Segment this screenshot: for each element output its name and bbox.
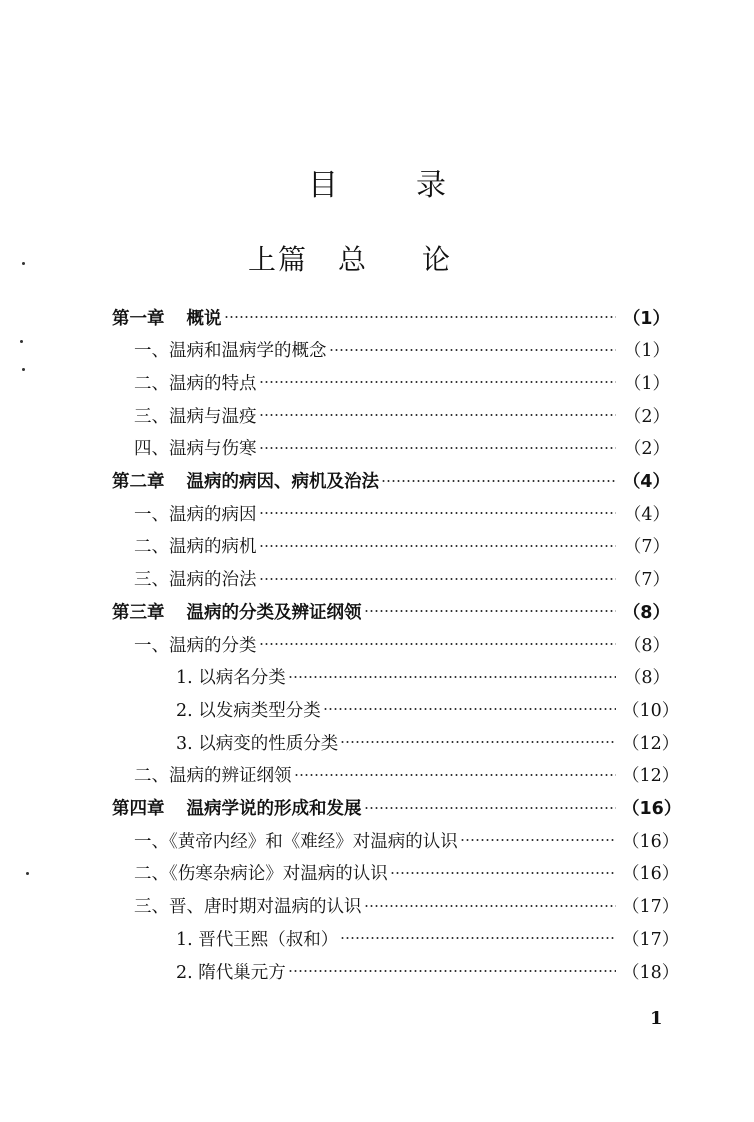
toc-chapter-row [112, 466, 670, 496]
toc-page-ref: （4） [623, 504, 670, 525]
dot-leader [390, 872, 616, 874]
toc-subsection-row [176, 727, 680, 757]
toc-entry-title [134, 337, 327, 362]
toc-page-ref: （18） [622, 962, 680, 983]
entry-text: 一、温病和温病学的概念 [134, 341, 327, 362]
dot-leader [364, 905, 617, 907]
toc-entry-title [134, 762, 292, 787]
dot-leader [288, 970, 616, 972]
toc-entry-title [112, 795, 362, 820]
dot-leader [259, 447, 617, 449]
toc-page-ref: （12） [622, 766, 680, 787]
part-label: 上篇 [247, 243, 308, 276]
entry-text: 1. 晋代王熙（叔和） [176, 929, 339, 950]
toc-entry-title [134, 533, 257, 558]
toc-entry-title [112, 599, 362, 624]
dot-leader [259, 381, 617, 383]
scan-speck [20, 340, 23, 343]
dot-leader [224, 316, 617, 318]
scan-speck [26, 872, 29, 875]
part-heading [0, 238, 754, 278]
scan-speck [22, 368, 25, 371]
entry-text: 三、温病与温疫 [134, 406, 257, 427]
chapter-number: 第四章 [112, 799, 165, 819]
toc-section-row [134, 498, 670, 528]
toc-entry-title [134, 566, 257, 591]
toc-section-row [134, 760, 680, 790]
toc-page-ref: （16） [622, 831, 680, 852]
dot-leader [340, 741, 616, 743]
dot-leader [364, 610, 617, 612]
dot-leader [460, 839, 616, 841]
toc-entry-title [176, 730, 338, 755]
scan-speck [22, 262, 25, 265]
dot-leader [381, 480, 616, 482]
entry-text: 二、温病的辨证纲领 [134, 766, 292, 787]
entry-text: 一、温病的病因 [134, 504, 257, 525]
entry-text: 三、温病的治法 [134, 570, 257, 591]
toc-section-row [134, 367, 670, 397]
part-name: 总论 [338, 243, 507, 276]
dot-leader [294, 774, 617, 776]
toc-page-ref: （2） [623, 439, 670, 460]
dot-leader [259, 512, 617, 514]
entry-text: 二、温病的病机 [134, 537, 257, 558]
toc-entry-title [134, 501, 257, 526]
entry-text: 温病的病因、病机及治法 [186, 472, 379, 492]
toc-entry-title [134, 632, 257, 657]
toc-entry-title [176, 664, 286, 689]
entry-text: 概说 [186, 308, 222, 329]
toc-entry-title [134, 435, 257, 460]
toc-chapter-row [112, 596, 670, 626]
toc-section-row [134, 564, 670, 594]
toc-page-ref: （10） [622, 700, 680, 721]
toc-page-ref: （1） [623, 373, 670, 394]
dot-leader [288, 676, 616, 678]
toc-page-ref: （16） [622, 864, 680, 885]
toc-page-ref: （7） [623, 537, 670, 558]
entry-text: 一、《黄帝内经》和《难经》对温病的认识 [134, 831, 458, 852]
toc-chapter-row [112, 793, 682, 823]
toc-entry-title [176, 926, 338, 951]
dot-leader [364, 807, 617, 809]
entry-text: 二、温病的特点 [134, 373, 257, 394]
entry-text: 二、《伤寒杂病论》对温病的认识 [134, 864, 388, 885]
toc-section-row [134, 858, 680, 888]
toc-page-ref: （16） [622, 799, 682, 819]
toc-entry-title [134, 370, 257, 395]
dot-leader [259, 643, 617, 645]
toc-subsection-row [176, 662, 670, 692]
toc-section-row [134, 531, 670, 561]
entry-text: 温病学说的形成和发展 [186, 799, 362, 819]
entry-text: 2. 隋代巢元方 [176, 962, 286, 983]
toc-entry-title [176, 959, 286, 984]
toc-page-ref: （8） [622, 602, 670, 623]
toc-entry-title [134, 403, 257, 428]
entry-text: 2. 以发病类型分类 [176, 700, 321, 721]
toc-page-ref: （17） [622, 929, 680, 950]
toc-entry-title [112, 305, 222, 330]
toc-entry-title [176, 697, 321, 722]
dot-leader [259, 545, 617, 547]
toc-page-ref: （17） [622, 897, 680, 918]
toc-section-row [134, 891, 680, 921]
toc-page-ref: （1） [623, 341, 670, 362]
toc-section-row [134, 335, 670, 365]
toc-page-ref: （2） [623, 406, 670, 427]
toc-section-row [134, 433, 670, 463]
toc-section-row [134, 825, 680, 855]
toc-section-row [134, 629, 670, 659]
page-title [0, 160, 754, 204]
entry-text: 四、温病与伤寒 [134, 439, 257, 460]
toc-page-ref: （4） [622, 472, 670, 492]
title-char-2: 录 [416, 168, 524, 203]
toc-page-ref: （7） [623, 570, 670, 591]
toc-entry-title [134, 828, 458, 853]
toc-page-ref: （1） [622, 308, 670, 329]
page-number: 1 [650, 1008, 663, 1029]
toc-page-ref: （8） [623, 635, 670, 656]
chapter-number: 第一章 [112, 308, 165, 329]
toc-page-ref: （12） [622, 733, 680, 754]
dot-leader [259, 414, 617, 416]
entry-text: 1. 以病名分类 [176, 668, 286, 689]
toc-subsection-row [176, 923, 680, 953]
toc-subsection-row [176, 956, 680, 986]
dot-leader [329, 349, 617, 351]
dot-leader [340, 937, 616, 939]
entry-text: 温病的分类及辨证纲领 [186, 602, 362, 623]
toc-section-row [134, 400, 670, 430]
dot-leader [259, 578, 617, 580]
toc-page-ref: （8） [623, 668, 670, 689]
entry-text: 三、晋、唐时期对温病的认识 [134, 897, 362, 918]
chapter-number: 第三章 [112, 602, 165, 623]
toc-entry-title [134, 893, 362, 918]
dot-leader [323, 708, 616, 710]
toc-subsection-row [176, 694, 680, 724]
toc-chapter-row [112, 302, 670, 332]
toc-entry-title [134, 860, 388, 885]
entry-text: 3. 以病变的性质分类 [176, 733, 339, 754]
entry-text: 一、温病的分类 [134, 635, 257, 656]
chapter-number: 第二章 [112, 472, 165, 492]
toc-entry-title [112, 468, 379, 493]
title-char-1: 目 [308, 168, 416, 203]
